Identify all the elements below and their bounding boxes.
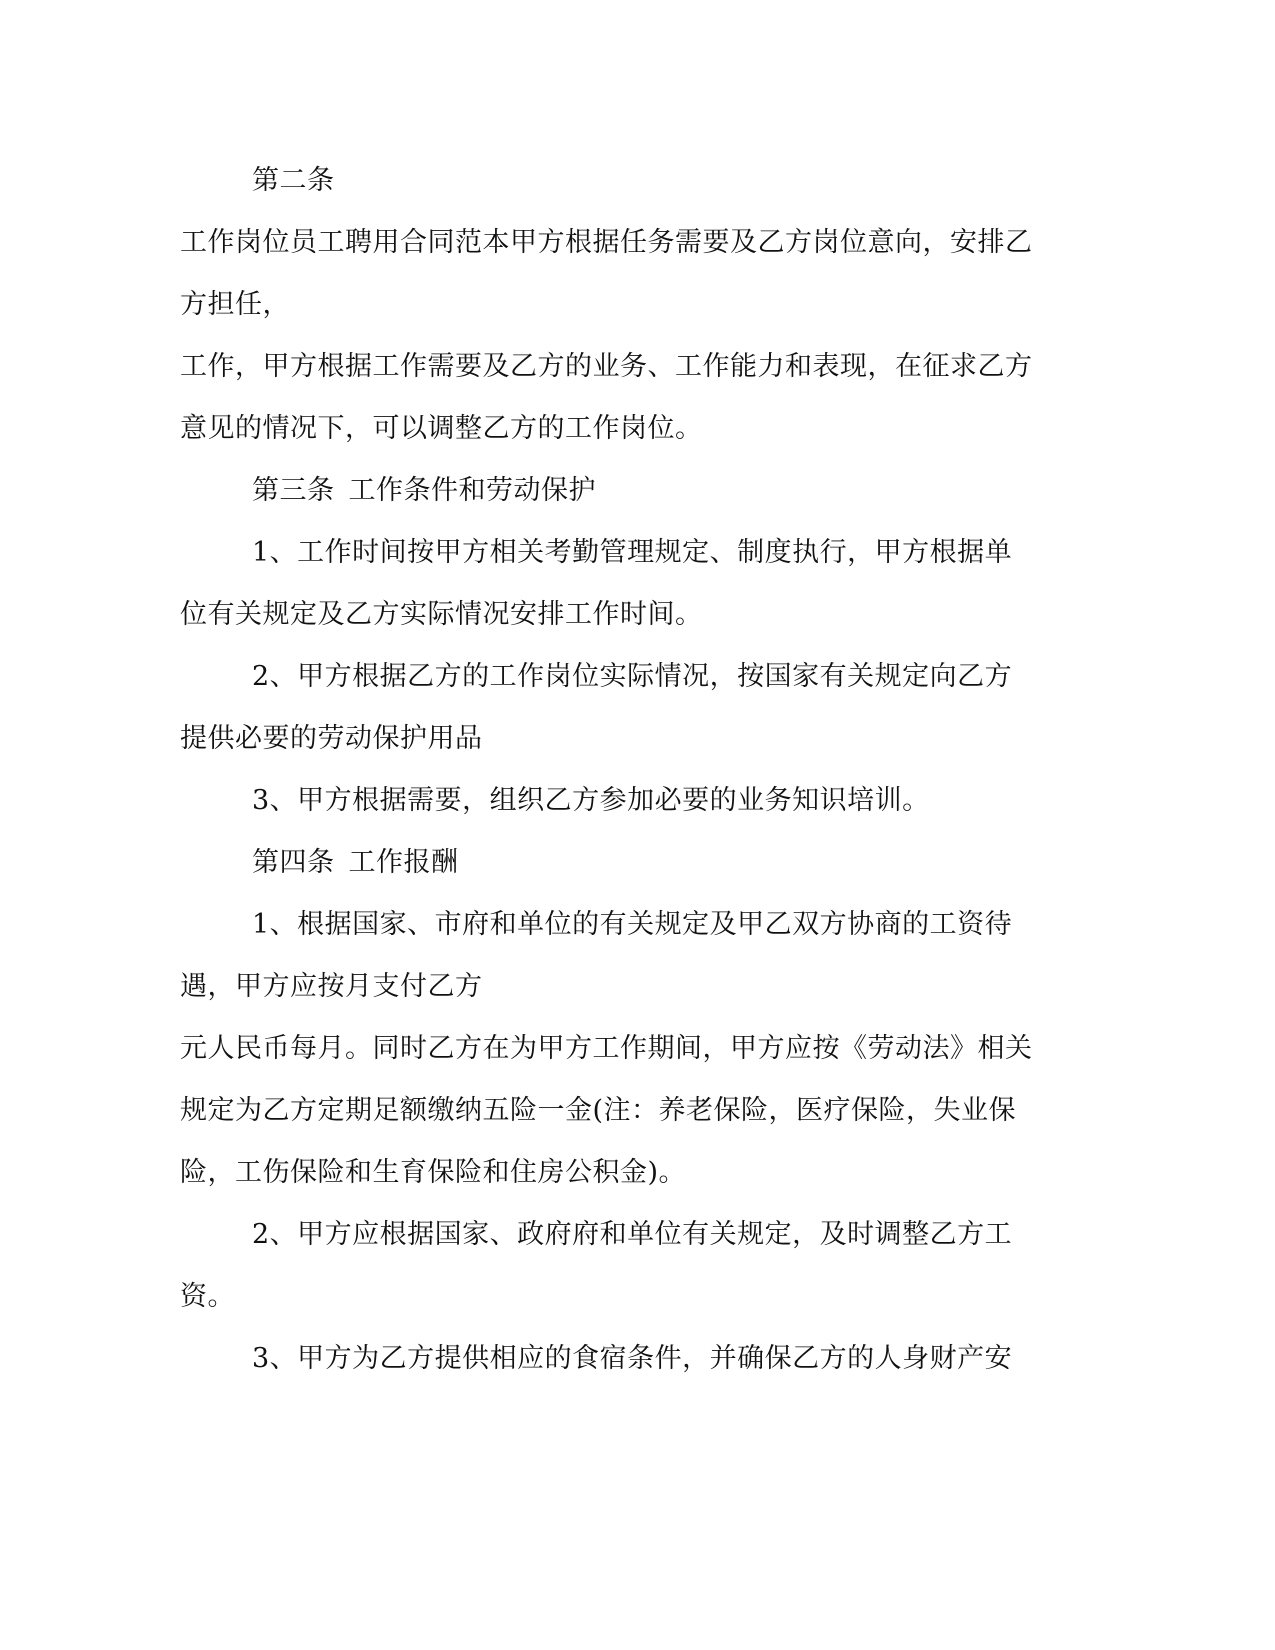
paragraph-line: 2、甲方根据乙方的工作岗位实际情况，按国家有关规定向乙方: [252, 661, 1013, 692]
article-3-number: 第三条: [252, 475, 335, 506]
paragraph-line: 1、根据国家、市府和单位的有关规定及甲乙双方协商的工资待: [252, 909, 1013, 940]
article-4-heading: [252, 843, 1152, 883]
article-3-title: 工作条件和劳动保护: [348, 475, 596, 506]
article-3-heading: [252, 471, 1152, 511]
paragraph-line: 2、甲方应根据国家、政府府和单位有关规定，及时调整乙方工: [252, 1219, 1013, 1250]
paragraph-line: 位有关规定及乙方实际情况安排工作时间。: [180, 599, 703, 630]
paragraph-line: 险，工伤保险和生育保险和住房公积金)。: [180, 1157, 687, 1188]
paragraph-line: 遇，甲方应按月支付乙方: [180, 971, 483, 1002]
paragraph-line: 元人民币每月。同时乙方在为甲方工作期间，甲方应按《劳动法》相关: [180, 1033, 1033, 1064]
paragraph-line: 工作岗位员工聘用合同范本甲方根据任务需要及乙方岗位意向，安排乙: [180, 227, 1033, 258]
paragraph-line: 3、甲方为乙方提供相应的食宿条件，并确保乙方的人身财产安: [252, 1343, 1013, 1374]
paragraph-line: 提供必要的劳动保护用品: [180, 723, 483, 754]
paragraph-line: 资。: [180, 1281, 235, 1312]
article-4-title: 工作报酬: [348, 847, 459, 878]
article-2-heading: 第二条: [252, 165, 335, 196]
paragraph-line: 方担任，: [180, 289, 290, 320]
paragraph-line: 规定为乙方定期足额缴纳五险一金(注：养老保险，医疗保险，失业保: [180, 1095, 1017, 1126]
paragraph-line: 1、工作时间按甲方相关考勤管理规定、制度执行，甲方根据单: [252, 537, 1013, 568]
paragraph-line: 3、甲方根据需要，组织乙方参加必要的业务知识培训。: [252, 785, 930, 816]
paragraph-line: 意见的情况下，可以调整乙方的工作岗位。: [180, 413, 703, 444]
paragraph-line: 工作，甲方根据工作需要及乙方的业务、工作能力和表现，在征求乙方: [180, 351, 1033, 382]
article-4-number: 第四条: [252, 847, 335, 878]
